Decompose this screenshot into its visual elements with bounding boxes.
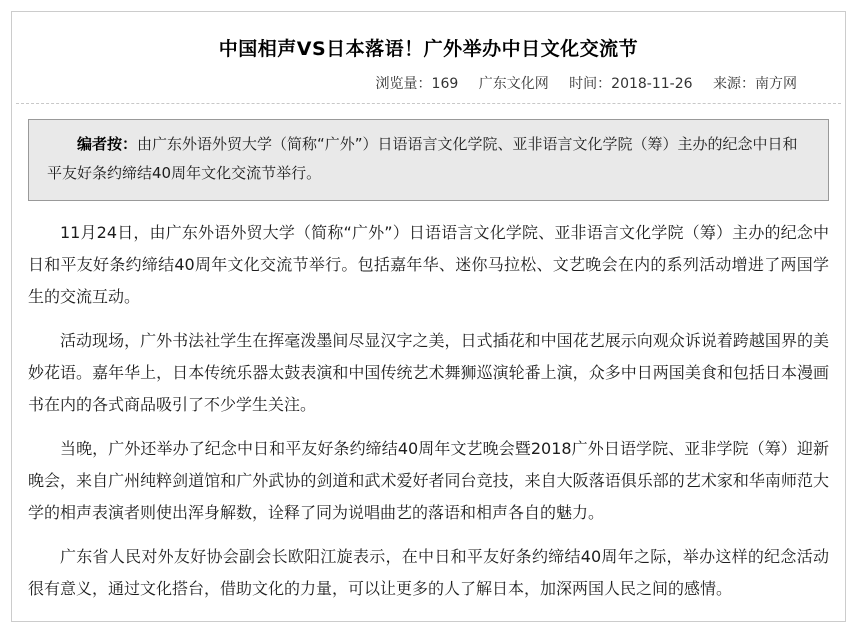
paragraph-4: 广东省人民对外友好协会副会长欧阳江旋表示，在中日和平友好条约缔结40周年之际，举办这样的纪念活动很有意义，通过文化搭台，借助文化的力量，可以让更多的人了解日本，加深两国人民之间的感情。 <box>28 547 829 598</box>
paragraph-1: 11月24日，由广东外语外贸大学（简称“广外”）日语语言文化学院、亚非语言文化学院（筹）主办的纪念中日和平友好条约缔结40周年文化交流节举行。包括嘉年华、迷你马拉松、文艺晚会在内的系列活动增进了两国学生的交流互动。 <box>28 223 829 306</box>
paragraph-3: 当晚，广外还举办了纪念中日和平友好条约缔结40周年文艺晚会暨2018广外日语学院、亚非学院（筹）迎新晚会，来自广州纯粹剑道馆和广外武协的剑道和武术爱好者同台竞技，来自大阪落语俱乐部的艺术家和华南师范大学的相声表演者则使出浑身解数，诠释了同为说唱曲艺的落语和相声各自的魅力。 <box>28 439 829 522</box>
article-page <box>11 11 846 622</box>
source-value: 南方网 <box>755 76 797 92</box>
source <box>713 76 797 92</box>
publish-time <box>569 76 692 92</box>
views-label: 浏览量： <box>375 76 432 92</box>
site-name: 广东文化网 <box>478 76 549 92</box>
article-body <box>12 217 845 621</box>
article-title: 中国相声VS日本落语！广外举办中日文化交流节 <box>218 38 639 60</box>
source-label: 来源： <box>713 76 755 92</box>
editor-note-box <box>28 119 829 201</box>
header-divider <box>16 103 841 104</box>
editor-note-label: 编者按： <box>77 135 138 153</box>
editor-note <box>47 130 810 188</box>
time-label: 时间： <box>569 76 612 92</box>
editor-note-text: 由广东外语外贸大学（简称“广外”）日语语言文化学院、亚非语言文化学院（筹）主办的纪念中日和平友好条约缔结40周年文化交流节举行。 <box>47 135 798 182</box>
paragraph-2: 活动现场，广外书法社学生在挥毫泼墨间尽显汉字之美，日式插花和中国花艺展示向观众诉说着跨越国界的美妙花语。嘉年华上，日本传统乐器太鼓表演和中国传统艺术舞狮巡演轮番上演，众多中日两国美食和包括日本漫画书在内的各式商品吸引了不少学生关注。 <box>28 331 829 414</box>
views-value: 169 <box>431 76 459 92</box>
views <box>376 76 459 92</box>
time-value: 2018-11-26 <box>611 76 693 92</box>
article-meta <box>12 73 845 93</box>
